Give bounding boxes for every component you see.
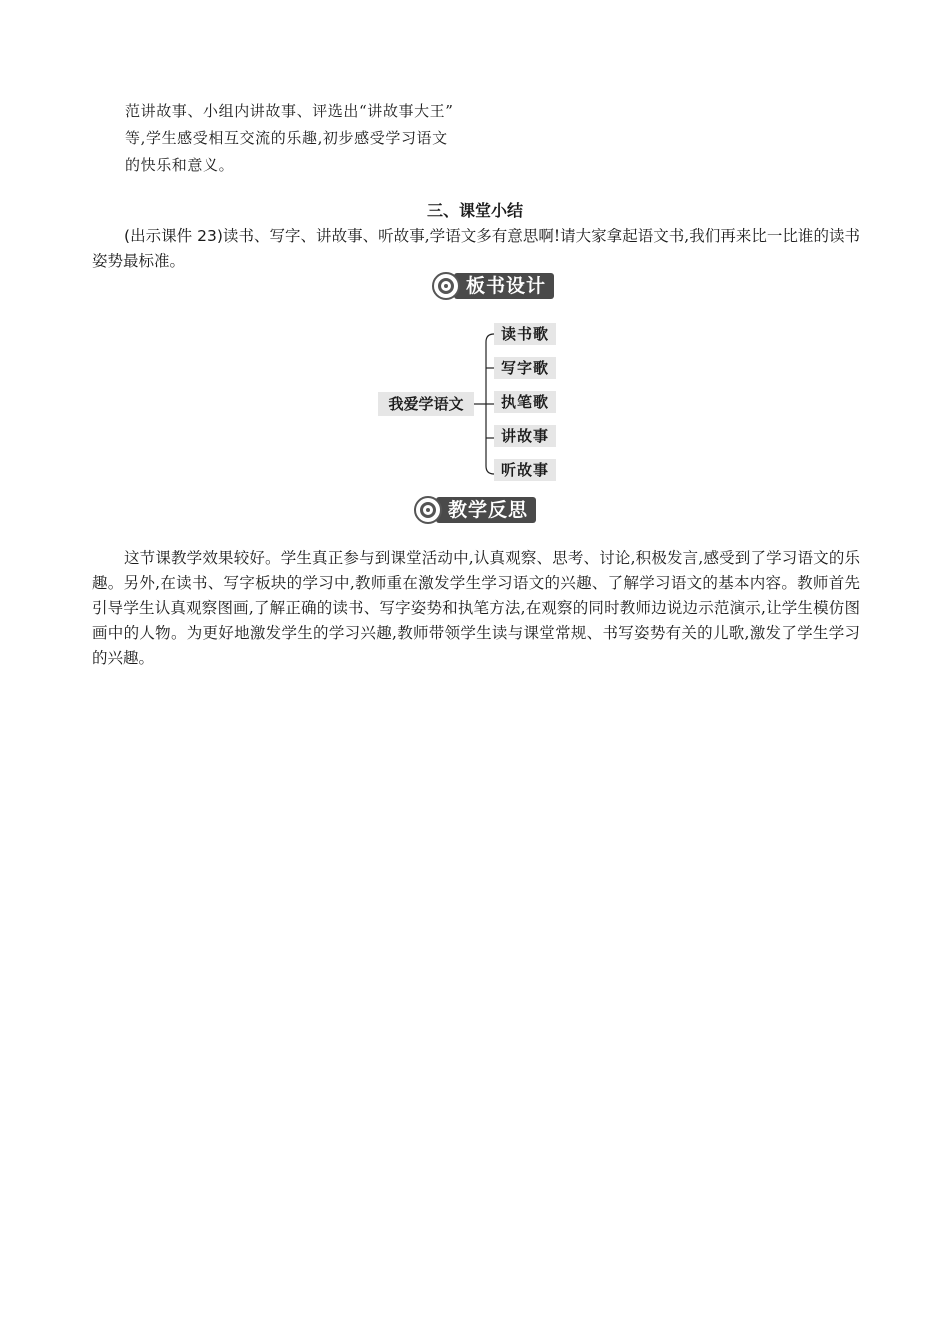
target-icon (414, 496, 442, 524)
text-line: 等,学生感受相互交流的乐趣,初步感受学习语文 (125, 129, 448, 147)
diagram-branch-node: 听故事 (494, 459, 556, 481)
summary-paragraph (92, 224, 860, 274)
reflection-paragraph: 这节课教学效果较好。学生真正参与到课堂活动中,认真观察、思考、讨论,积极发言,感受到了学习语文的乐趣。另外,在读书、写字板块的学习中,教师重在激发学生学习语文的兴趣、了解学习语文的基本内容。教师首先引导学生认真观察图画,了解正确的读书、写字姿势和执笔方法,在观察的同时教师边说边示范演示,让学生模仿图画中的人物。为更好地激发学生的学习兴趣,教师带领学生读与课堂常规、书写姿势有关的儿歌,激发了学生学习的兴趣。 (92, 549, 860, 667)
section-heading: 三、课堂小结 (426, 201, 523, 220)
diagram-branch-node: 写字歌 (494, 357, 556, 379)
summary-text: 读书、写字、讲故事、听故事,学语文多有意思啊!请大家拿起语文书,我们再来比一比谁的读书姿势最标准。 (92, 227, 860, 270)
previous-paragraph-tail (125, 98, 585, 179)
text-line: 范讲故事、小组内讲故事、评选出“讲故事大王” (125, 102, 454, 120)
diagram-branch-node: 讲故事 (494, 425, 556, 447)
banner-label: 板书设计 (454, 273, 554, 299)
banner-label: 教学反思 (436, 497, 536, 523)
reflection-banner (414, 496, 536, 524)
diagram-branch-node: 读书歌 (494, 323, 556, 345)
text-line: 的快乐和意义。 (125, 156, 235, 174)
board-design-banner (432, 272, 554, 300)
courseware-tag: (出示课件 23) (124, 227, 223, 245)
diagram-branch-node: 执笔歌 (494, 391, 556, 413)
target-icon (432, 272, 460, 300)
diagram-root-node: 我爱学语文 (378, 392, 474, 416)
